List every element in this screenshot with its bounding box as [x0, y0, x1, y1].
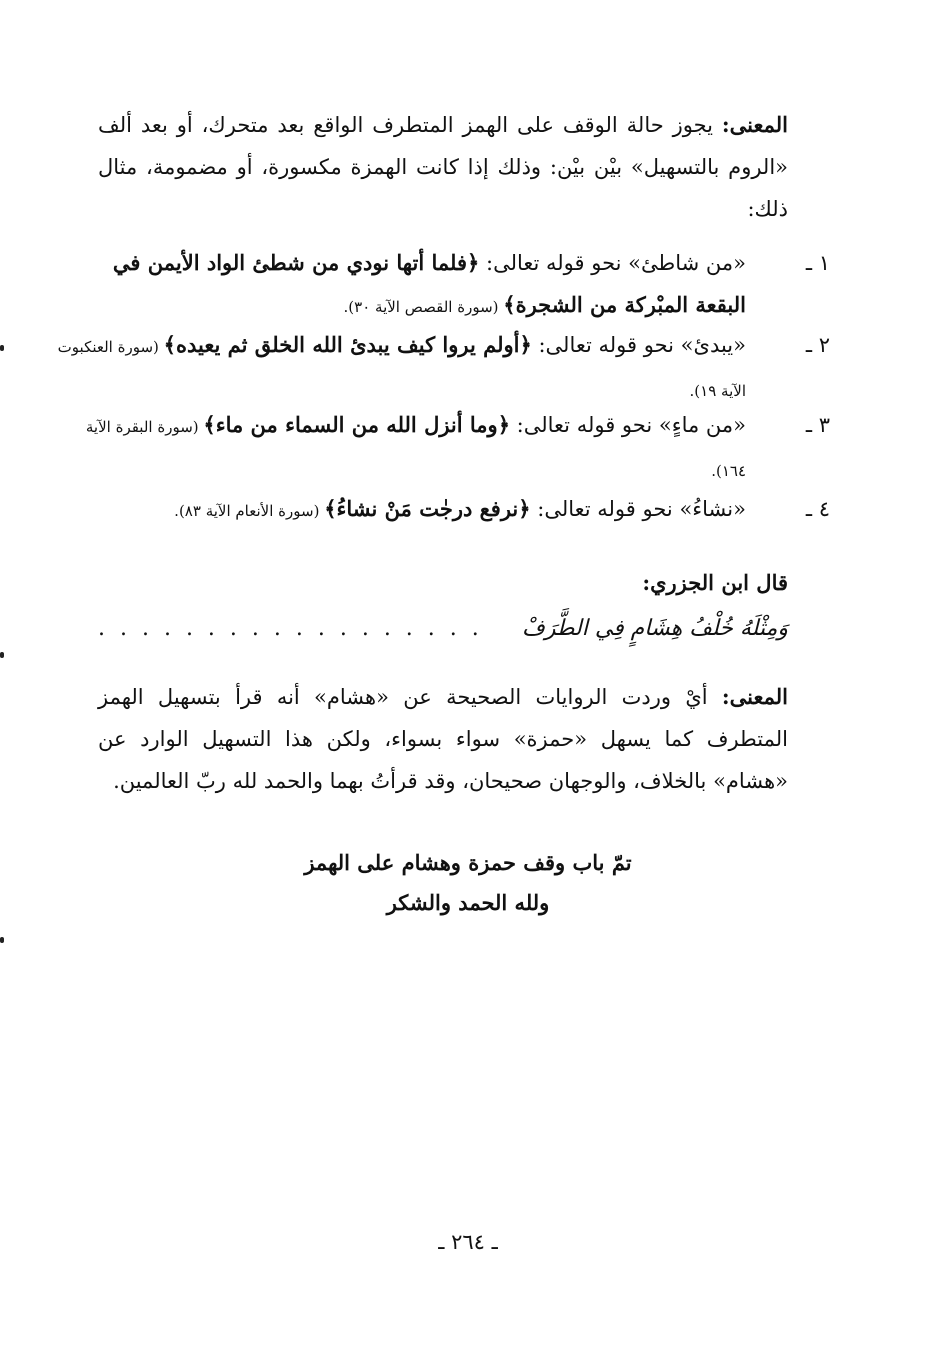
scan-mark — [0, 652, 4, 658]
closing-line-1: تمّ باب وقف حمزة وهشام على الهمز — [304, 850, 632, 875]
example-verse: ﴿وما أنزل الله من السماء من ماء﴾ — [203, 412, 510, 437]
example-number: ٤ ـ — [805, 497, 830, 521]
example-word: «من ماءٍ» — [658, 413, 746, 437]
scan-mark — [0, 345, 4, 351]
example-lead: نحو قوله تعالى: — [479, 251, 629, 275]
example-item — [56, 488, 830, 532]
example-item — [56, 324, 830, 412]
poem-verse-dots: . . . . . . . . . . . . . . . . . . — [98, 616, 483, 641]
poem-verse-line — [98, 612, 788, 658]
example-reference: (سورة العنكبوت الآية ١٩). — [57, 338, 746, 400]
meaning-paragraph — [98, 676, 788, 802]
example-lead: نحو قوله تعالى: — [531, 333, 681, 357]
scan-mark — [0, 937, 4, 943]
poem-verse-text: وَمِثْلَهُ خُلْفُ هِشَامٍ فِي الطَّرَفْ — [522, 616, 788, 641]
example-number: ٢ ـ — [805, 333, 830, 357]
closing-line-2: ولله الحمد والشكر — [386, 890, 550, 915]
example-lead: نحو قوله تعالى: — [530, 497, 680, 521]
example-verse: ﴿فلما أتها نودي من شطئ الواد الأيمن في البقعة المبْركة من الشجرة﴾ — [112, 250, 746, 317]
example-number: ١ ـ — [805, 251, 830, 275]
meaning-text: أيْ وردت الروايات الصحيحة عن «هشام» أنه قرأ بتسهيل الهمز المتطرف كما يسهل «حمزة» سواء بسواء، ولكن هذا التسهيل الوارد عن «هشام» بالخلاف، والوجهان صحيحان، وقد قرأتُ بهما والحمد لله ربّ العالمين. — [98, 685, 788, 793]
intro-label: المعنى: — [721, 112, 788, 137]
example-number: ٣ ـ — [805, 413, 830, 437]
intro-paragraph — [98, 104, 788, 230]
page-number: ـ ٢٦٤ ـ — [438, 1230, 498, 1254]
meaning-label: المعنى: — [721, 684, 788, 709]
example-lead: نحو قوله تعالى: — [510, 413, 659, 437]
example-reference: (سورة الأنعام الآية ٨٣). — [174, 502, 325, 520]
example-item — [56, 242, 830, 328]
intro-text: يجوز حالة الوقف على الهمز المتطرف الواقع بعد متحرك، أو بعد ألف «الروم بالتسهيل» بيْن بيْن: وذلك إذا كانت الهمزة مكسورة، أو مضمومة، مثال ذلك: — [98, 113, 788, 221]
example-reference: (سورة البقرة الآية ١٦٤). — [85, 418, 746, 480]
example-word: «يبدئ» — [680, 333, 746, 357]
example-word: «نشاءُ» — [679, 497, 746, 521]
section-heading: قال ابن الجزري: — [642, 570, 788, 595]
example-reference: (سورة القصص الآية ٣٠). — [343, 298, 504, 316]
example-item — [56, 404, 830, 492]
example-verse: ﴿أولم يروا كيف يبدئ الله الخلق ثم يعيده﴾ — [163, 332, 532, 357]
example-word: «من شاطئ» — [628, 251, 746, 275]
example-verse: ﴿نرفع درجٰت مَنْ نشاءُ﴾ — [324, 496, 531, 521]
